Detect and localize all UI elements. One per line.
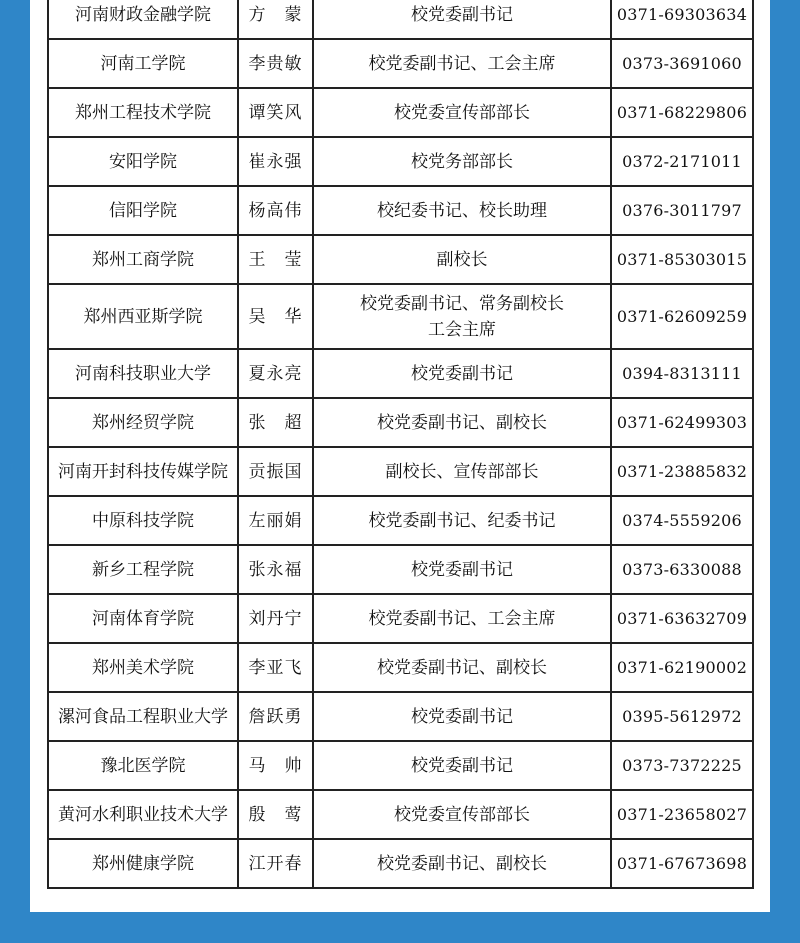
phone-cell: 0395-5612972 [611,692,753,741]
title-cell: 校党委副书记、工会主席 [313,39,611,88]
table-body [48,0,753,888]
phone-cell: 0376-3011797 [611,186,753,235]
phone-cell: 0373-7372225 [611,741,753,790]
table-row [48,692,753,741]
name-cell: 李亚飞 [238,643,313,692]
title-line: 工会主席 [428,319,496,340]
name-cell: 张 超 [238,398,313,447]
school-cell: 郑州工程技术学院 [48,88,238,137]
title-cell: 校党委副书记、纪委书记 [313,496,611,545]
school-cell: 河南财政金融学院 [48,0,238,39]
phone-cell: 0371-23885832 [611,447,753,496]
table-row [48,594,753,643]
title-cell: 校党委宣传部部长 [313,790,611,839]
phone-cell: 0371-67673698 [611,839,753,888]
school-cell: 郑州美术学院 [48,643,238,692]
table-row [48,545,753,594]
phone-cell: 0371-23658027 [611,790,753,839]
name-cell: 马 帅 [238,741,313,790]
title-cell: 副校长 [313,235,611,284]
name-cell: 詹跃勇 [238,692,313,741]
table-row [48,839,753,888]
phone-cell: 0394-8313111 [611,349,753,398]
school-cell: 河南开封科技传媒学院 [48,447,238,496]
school-cell: 郑州健康学院 [48,839,238,888]
school-cell: 信阳学院 [48,186,238,235]
school-cell: 黄河水利职业技术大学 [48,790,238,839]
title-line: 校党委副书记、常务副校长 [360,293,564,314]
school-cell: 安阳学院 [48,137,238,186]
table-row [48,137,753,186]
phone-cell: 0371-68229806 [611,88,753,137]
title-cell: 校党委副书记、副校长 [313,839,611,888]
name-cell: 殷 莺 [238,790,313,839]
name-cell: 杨高伟 [238,186,313,235]
name-cell: 崔永强 [238,137,313,186]
table-row [48,398,753,447]
phone-cell: 0373-6330088 [611,545,753,594]
phone-cell: 0371-63632709 [611,594,753,643]
title-cell: 校党委宣传部部长 [313,88,611,137]
title-cell: 校党委副书记、副校长 [313,643,611,692]
phone-cell: 0374-5559206 [611,496,753,545]
name-cell: 谭笑风 [238,88,313,137]
table-row [48,790,753,839]
phone-cell: 0371-62499303 [611,398,753,447]
phone-cell: 0371-69303634 [611,0,753,39]
table-row [48,0,753,39]
title-cell: 校党委副书记 [313,349,611,398]
phone-cell: 0371-62609259 [611,284,753,349]
name-cell: 张永福 [238,545,313,594]
name-cell: 夏永亮 [238,349,313,398]
school-cell: 豫北医学院 [48,741,238,790]
phone-cell: 0373-3691060 [611,39,753,88]
phone-cell: 0372-2171011 [611,137,753,186]
title-cell: 校党委副书记 [313,0,611,39]
table-row [48,741,753,790]
phone-cell: 0371-62190002 [611,643,753,692]
title-cell [313,284,611,349]
title-cell: 校党务部部长 [313,137,611,186]
table-row [48,186,753,235]
name-cell: 左丽娟 [238,496,313,545]
title-cell: 校党委副书记 [313,692,611,741]
school-cell: 河南工学院 [48,39,238,88]
name-cell: 王 莹 [238,235,313,284]
name-cell: 贡振国 [238,447,313,496]
title-cell: 校党委副书记 [313,741,611,790]
title-cell: 校党委副书记、工会主席 [313,594,611,643]
school-cell: 河南体育学院 [48,594,238,643]
school-cell: 郑州西亚斯学院 [48,284,238,349]
name-cell: 江开春 [238,839,313,888]
table-row [48,88,753,137]
table-row [48,235,753,284]
school-cell: 河南科技职业大学 [48,349,238,398]
table-row [48,447,753,496]
table-row [48,643,753,692]
title-cell: 副校长、宣传部部长 [313,447,611,496]
school-cell: 郑州工商学院 [48,235,238,284]
table-row [48,284,753,349]
title-cell: 校纪委书记、校长助理 [313,186,611,235]
school-cell: 漯河食品工程职业大学 [48,692,238,741]
name-cell: 吴 华 [238,284,313,349]
name-cell: 李贵敏 [238,39,313,88]
table-row [48,349,753,398]
school-cell: 中原科技学院 [48,496,238,545]
table-row [48,496,753,545]
table-row [48,39,753,88]
title-cell: 校党委副书记 [313,545,611,594]
name-cell: 刘丹宁 [238,594,313,643]
phone-cell: 0371-85303015 [611,235,753,284]
title-cell: 校党委副书记、副校长 [313,398,611,447]
name-cell: 方 蒙 [238,0,313,39]
school-cell: 郑州经贸学院 [48,398,238,447]
school-cell: 新乡工程学院 [48,545,238,594]
contact-table [47,0,754,889]
